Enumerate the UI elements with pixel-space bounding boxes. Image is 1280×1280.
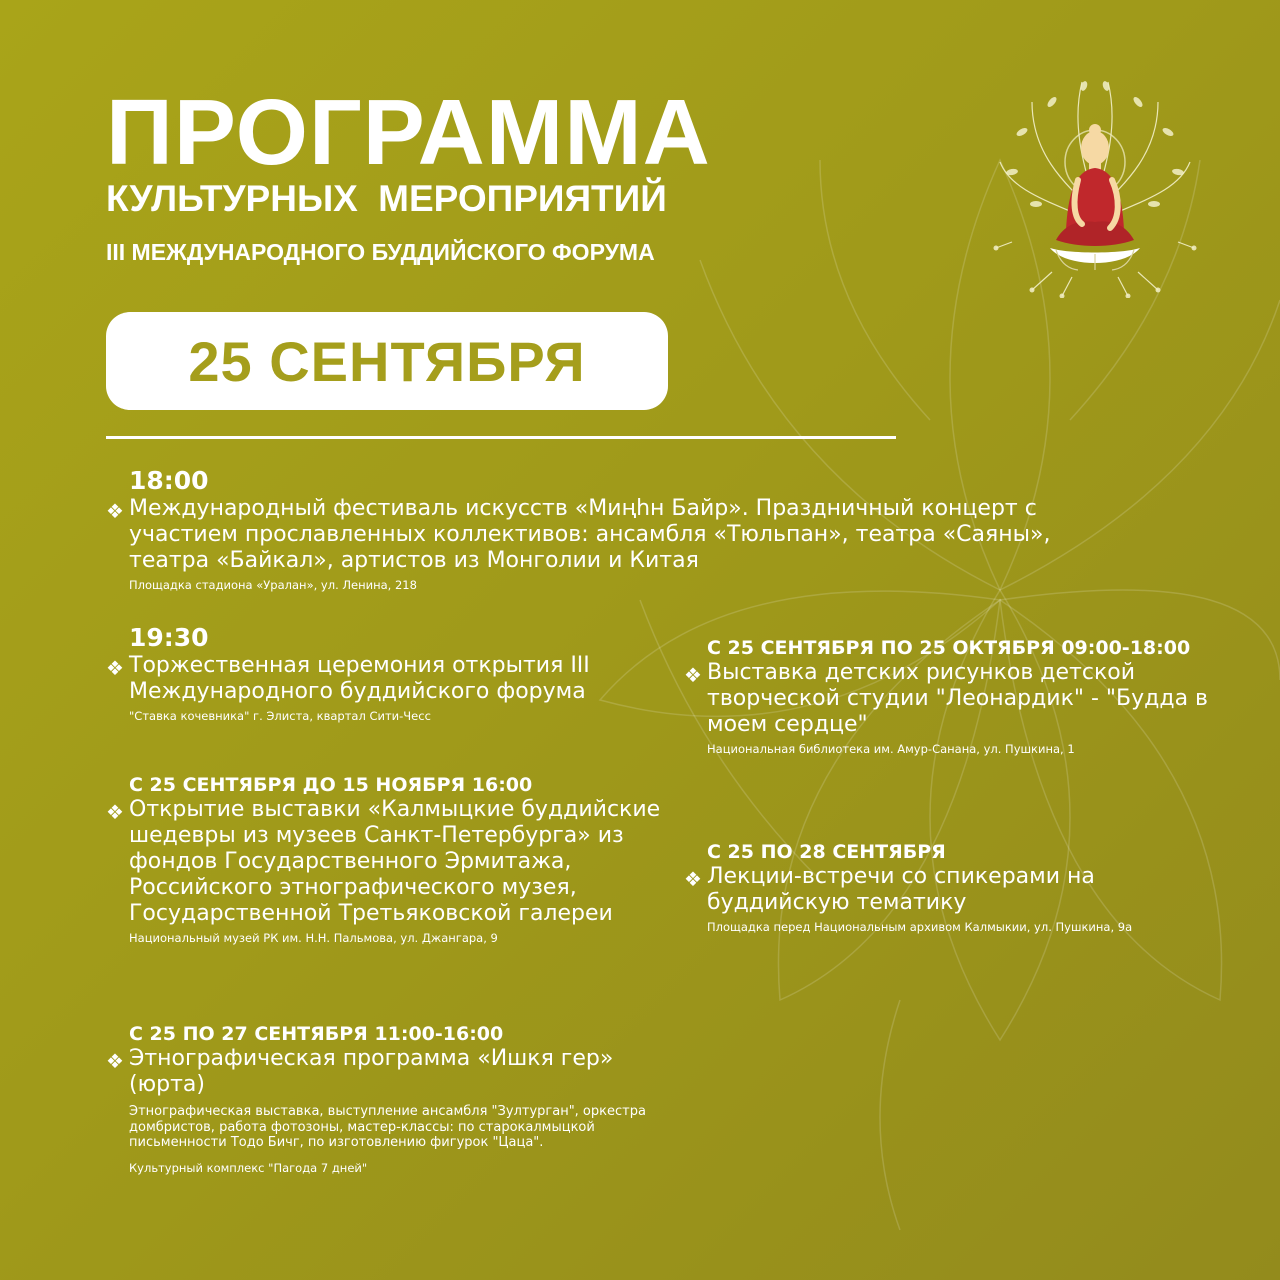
event-place: Национальный музей РК им. Н.Н. Пальмова, ул. Джангара, 9	[129, 931, 498, 945]
diamond-bullet-icon: ❖	[106, 499, 124, 523]
event-description: Этнографическая выставка, выступление ансамбля "Зултурган", оркестра домбристов, работа фотозоны, мастер-классы: по старокалмыцкой письменности Тодо Бичг, по изготовлению фигурок "Цаца".	[129, 1104, 646, 1150]
event-place: "Ставка кочевника" г. Элиста, квартал Сити-Чесс	[129, 709, 431, 723]
event-title: Международный фестиваль искусств «Миңһн Байр». Праздничный концерт с участием прославленных коллективов: ансамбля «Тюльпан», театра «Саяны», театра «Байкал», артистов из Монголии и Китая	[129, 496, 1051, 573]
event-title: Лекции-встречи со спикерами на буддийскую тематику	[707, 864, 1095, 915]
event-lectures	[684, 840, 1224, 935]
diamond-bullet-icon: ❖	[106, 1049, 124, 1073]
subtitle-forum: III МЕЖДУНАРОДНОГО БУДДИЙСКОГО ФОРУМА	[106, 239, 655, 265]
event-place: Национальная библиотека им. Амур-Санана, ул. Пушкина, 1	[707, 742, 1075, 756]
event-ethnographic-program	[106, 1022, 666, 1176]
event-period: С 25 СЕНТЯБРЯ ДО 15 НОЯБРЯ 16:00	[129, 774, 533, 796]
diamond-bullet-icon: ❖	[106, 800, 124, 824]
event-children-drawings-exhibition	[684, 636, 1224, 757]
event-opening-ceremony	[106, 623, 666, 724]
event-time: 18:00	[129, 466, 209, 495]
event-title: Открытие выставки «Калмыцкие буддийские шедевры из музеев Санкт-Петербурга» из фондов Государственного Эрмитажа, Российского этнографического музея, Государственной Третьяковской галереи	[129, 797, 661, 926]
subtitle-cultural-events: КУЛЬТУРНЫХ МЕРОПРИЯТИЙ	[106, 178, 667, 219]
event-title: Этнографическая программа «Ишкя гер» (юрта)	[129, 1046, 614, 1097]
date-badge-text: 25 СЕНТЯБРЯ	[188, 329, 586, 393]
event-period: С 25 ПО 28 СЕНТЯБРЯ	[707, 841, 946, 863]
event-place: Площадка перед Национальным архивом Калмыкии, ул. Пушкина, 9а	[707, 920, 1133, 934]
event-time: 19:30	[129, 623, 209, 652]
diamond-bullet-icon: ❖	[106, 656, 124, 680]
event-title: Выставка детских рисунков детской творческой студии "Леонардик" - "Будда в моем сердце"	[707, 660, 1209, 737]
event-international-arts-festival	[106, 466, 1126, 593]
date-badge	[106, 312, 668, 410]
event-exhibition-kalmyk-masterpieces	[106, 773, 666, 946]
buddha-lotus-logo-icon	[992, 72, 1198, 298]
event-place: Площадка стадиона «Уралан», ул. Ленина, 218	[129, 578, 417, 592]
event-period: С 25 СЕНТЯБРЯ ПО 25 ОКТЯБРЯ 09:00-18:00	[707, 637, 1191, 659]
event-place: Культурный комплекс "Пагода 7 дней"	[129, 1160, 368, 1175]
diamond-bullet-icon: ❖	[684, 867, 702, 891]
event-title: Торжественная церемония открытия III Международного буддийского форума	[129, 653, 590, 704]
divider-line	[106, 436, 896, 439]
diamond-bullet-icon: ❖	[684, 663, 702, 687]
event-period: С 25 ПО 27 СЕНТЯБРЯ 11:00-16:00	[129, 1023, 504, 1045]
page-title: ПРОГРАММА	[106, 80, 711, 184]
